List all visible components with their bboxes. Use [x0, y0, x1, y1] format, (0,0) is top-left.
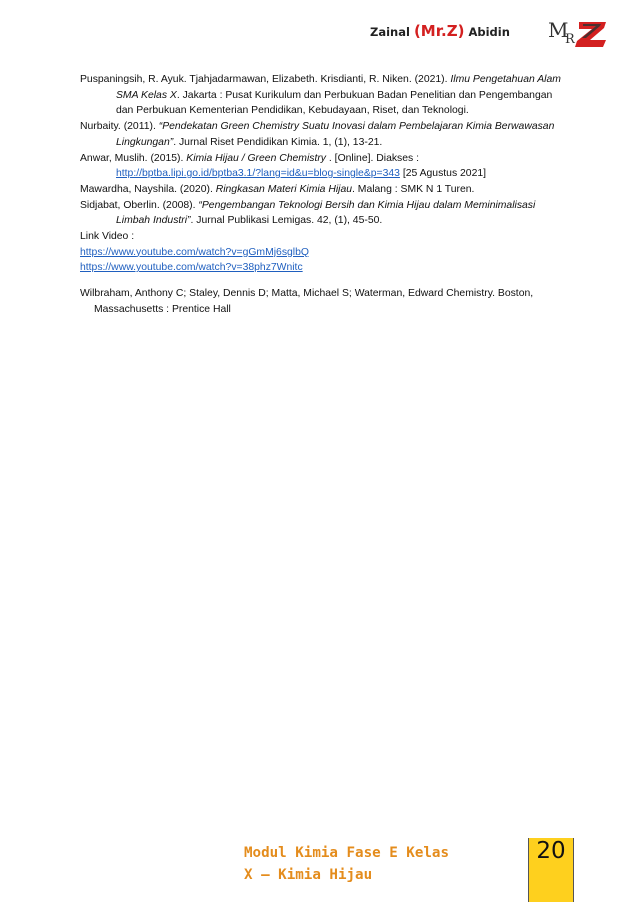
author-first-name: Zainal — [370, 25, 410, 39]
spacer — [80, 276, 570, 286]
reference-publisher: . Malang : SMK N 1 Turen. — [352, 183, 475, 195]
reference-authors: Puspaningsih, R. Ayuk. Tjahjadarmawan, Elizabeth. Krisdianti, R. Niken. (2021). — [80, 74, 451, 85]
link-video-label: Link Video : — [80, 231, 135, 243]
reference-publisher: . Jakarta : Pusat Kurikulum dan Perbukuan Badan Penelitian dan Pengembangan dan Perbukuan Kementerian Pendidikan, Kebudayaan, Riset, dan Teknologi. — [116, 89, 553, 117]
reference-publisher: . Jurnal Riset Pendidikan Kimia. 1, (1), 13-21. — [173, 136, 383, 148]
reference-list — [80, 72, 570, 318]
reference-publisher: . [Online]. Diakses : — [326, 152, 419, 164]
video-link-1[interactable]: https://www.youtube.com/watch?v=gGmMj6sglbQ — [80, 246, 309, 258]
reference-title: Edward Chemistry — [408, 288, 493, 300]
reference-item — [80, 182, 570, 198]
author-name — [370, 22, 510, 40]
reference-authors: Nurbaity. (2011). — [80, 121, 159, 133]
page-number-box — [528, 838, 574, 902]
reference-authors: Sidjabat, Oberlin. (2008). — [80, 199, 199, 211]
reference-title: Kimia Hijau / Green Chemistry — [186, 152, 327, 164]
reference-url-link[interactable]: http://bptba.lipi.go.id/bptba3.1/?lang=id&u=blog-single&p=343 — [116, 168, 400, 180]
reference-authors: Mawardha, Nayshila. (2020). — [80, 183, 216, 195]
reference-title: Ilmu Pengetahuan Alam SMA Kelas X — [116, 74, 561, 101]
footer-line-2: X – Kimia Hijau — [244, 867, 373, 883]
page-number: 20 — [536, 838, 566, 864]
author-nickname: (Mr.Z) — [413, 22, 465, 40]
reference-title: “Pendekatan Green Chemistry Suatu Inovasi dalam Pembelajaran Kimia Berwawasan Lingkungan” — [116, 121, 555, 148]
reference-item — [80, 286, 570, 317]
reference-title: Ringkasan Materi Kimia Hijau — [215, 183, 353, 195]
reference-authors: Anwar, Muslih. (2015). — [80, 152, 187, 164]
reference-item — [80, 72, 570, 119]
reference-item — [80, 151, 570, 182]
footer-line-1: Modul Kimia Fase E Kelas — [244, 845, 449, 861]
author-last-name: Abidin — [468, 25, 510, 39]
reference-publisher: . Boston, Massachusetts : Prentice Hall — [94, 288, 534, 315]
reference-publisher: . Jurnal Publikasi Lemigas. 42, (1), 45-50. — [190, 215, 383, 227]
video-link-2[interactable]: https://www.youtube.com/watch?v=38phz7Wnitc — [80, 262, 303, 274]
mrz-logo-icon — [546, 10, 610, 50]
reference-title: “Pengembangan Teknologi Bersih dan Kimia Hijau dalam Meminimalisasi Limbah Industri” — [116, 199, 536, 227]
footer-module-title — [244, 842, 449, 886]
logo-letter-r: R — [565, 32, 575, 47]
reference-item — [80, 119, 570, 150]
reference-authors: Wilbraham, Anthony C; Staley, Dennis D; Matta, Michael S; Waterman, — [80, 288, 409, 300]
page-header — [0, 0, 638, 60]
logo-letter-m: M — [548, 18, 569, 42]
reference-access-date: [25 Agustus 2021] — [399, 168, 487, 180]
reference-item — [80, 198, 570, 229]
